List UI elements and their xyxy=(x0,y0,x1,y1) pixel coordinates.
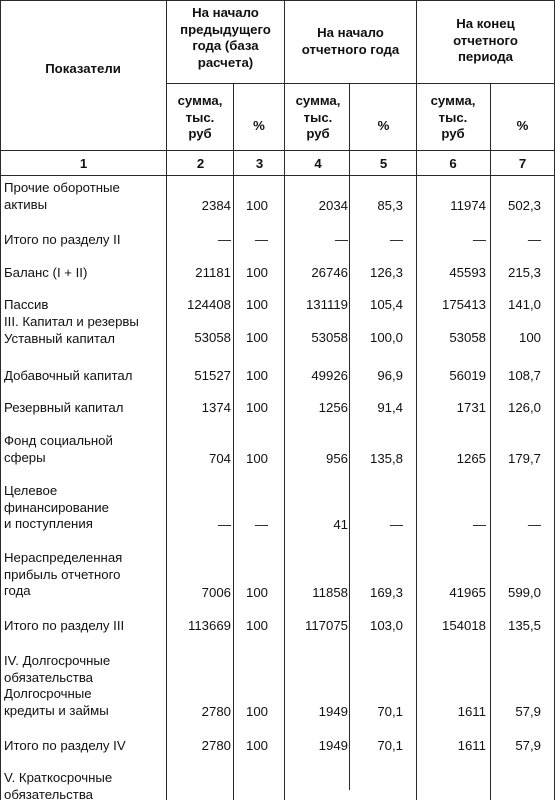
table-cell: — xyxy=(217,232,231,247)
table-cell: 26746 xyxy=(311,265,348,280)
table-cell: 169,3 xyxy=(369,585,403,600)
table-cell: 135,5 xyxy=(507,618,541,633)
row-label: Нераспределенная прибыль отчетного года xyxy=(4,550,123,599)
row-label: Фонд социальной сферы xyxy=(4,433,113,465)
column-number: 6 xyxy=(449,156,457,171)
table-cell: 11974 xyxy=(450,198,486,213)
sub-header-pct-prev: % xyxy=(253,118,265,133)
sub-header-sum-start: сумма, тыс. руб xyxy=(295,93,341,142)
table-cell: 100 xyxy=(245,738,268,753)
table-cell: 1611 xyxy=(457,738,486,753)
table-cell: 1949 xyxy=(318,704,348,719)
table-cell: — xyxy=(334,232,348,247)
table-cell: 2780 xyxy=(201,704,231,719)
table-cell: 100 xyxy=(245,585,268,600)
table-cell: 70,1 xyxy=(377,738,403,753)
grid-line-vertical xyxy=(233,83,234,800)
group-header-period-end: На конец отчетного периода xyxy=(453,16,518,65)
table-cell: 126,0 xyxy=(507,400,541,415)
sub-header-pct-start: % xyxy=(377,118,390,133)
grid-line-horizontal xyxy=(0,150,555,151)
sub-header-sum-end: сумма, тыс. руб xyxy=(430,93,476,142)
table-cell: 57,9 xyxy=(515,738,541,753)
table-cell: 956 xyxy=(325,451,348,466)
table-cell: 70,1 xyxy=(377,704,403,719)
table-cell: 100 xyxy=(245,400,268,415)
row-label: Целевое финансирование и поступления xyxy=(4,483,109,532)
table-cell: 85,3 xyxy=(377,198,403,213)
table-cell: 41965 xyxy=(449,585,486,600)
group-header-report-start: На начало отчетного года xyxy=(301,25,400,57)
table-cell: — xyxy=(254,517,268,532)
column-number: 5 xyxy=(379,156,388,171)
row-label: Итого по разделу IV xyxy=(4,738,126,753)
table-cell: — xyxy=(389,517,403,532)
table-cell: 100 xyxy=(245,198,268,213)
grid-line-horizontal xyxy=(0,0,555,1)
table-cell: 179,7 xyxy=(507,451,541,466)
table-cell: 56019 xyxy=(449,368,486,383)
sub-header-sum-prev: сумма, тыс. руб xyxy=(177,93,223,142)
table-cell: 126,3 xyxy=(369,265,403,280)
table-cell: — xyxy=(472,232,486,247)
table-cell: 57,9 xyxy=(515,704,541,719)
row-label: Прочие оборотные активы xyxy=(4,180,120,212)
table-cell: 100,0 xyxy=(369,330,403,345)
table-cell: — xyxy=(527,232,541,247)
table-cell: 100 xyxy=(245,451,268,466)
table-cell: 100 xyxy=(245,618,268,633)
table-cell: 2780 xyxy=(201,738,231,753)
row-label: V. Краткосрочные обязательства xyxy=(4,770,113,802)
table-cell: 100 xyxy=(245,265,268,280)
row-label: Добавочный капитал xyxy=(4,368,133,383)
table-cell: 21181 xyxy=(195,265,231,280)
table-cell: 96,9 xyxy=(377,368,403,383)
grid-line-vertical xyxy=(0,0,1,800)
table-cell: 131119 xyxy=(305,297,348,312)
table-cell: 117075 xyxy=(304,618,348,633)
table-cell: 599,0 xyxy=(507,585,541,600)
table-cell: 53058 xyxy=(311,330,348,345)
table-cell: 53058 xyxy=(449,330,486,345)
table-cell: 1611 xyxy=(457,704,486,719)
table-cell: — xyxy=(389,232,403,247)
table-cell: 154018 xyxy=(441,618,486,633)
indicator-header: Показатели xyxy=(45,61,121,76)
table-cell: — xyxy=(217,517,231,532)
table-cell: 100 xyxy=(245,704,268,719)
table-cell: 2034 xyxy=(318,198,348,213)
table-cell: 91,4 xyxy=(377,400,403,415)
table-cell: 7006 xyxy=(201,585,231,600)
table-cell: 49926 xyxy=(311,368,348,383)
table-cell: — xyxy=(527,517,541,532)
table-cell: 141,0 xyxy=(507,297,541,312)
table-cell: 53058 xyxy=(194,330,231,345)
column-number: 3 xyxy=(255,156,264,171)
row-label: Баланс (I + II) xyxy=(4,265,88,280)
table-cell: 113669 xyxy=(187,618,231,633)
row-label: IV. Долгосрочные обязательства Долгосрочные кредиты и займы xyxy=(4,653,111,718)
table-cell: 135,8 xyxy=(369,451,403,466)
table-cell: 2384 xyxy=(201,198,231,213)
table-cell: 215,3 xyxy=(507,265,541,280)
row-label: Резервный капитал xyxy=(4,400,124,415)
table-cell: 105,4 xyxy=(369,297,403,312)
grid-line-vertical xyxy=(349,83,350,790)
table-cell: 1265 xyxy=(456,451,486,466)
table-cell: 100 xyxy=(245,330,268,345)
table-cell: 100 xyxy=(245,297,268,312)
row-label: Пассив xyxy=(4,297,49,312)
table-cell: 100 xyxy=(245,368,268,383)
table-cell: 704 xyxy=(208,451,231,466)
table-cell: 502,3 xyxy=(507,198,541,213)
sub-header-pct-end: % xyxy=(516,118,529,133)
row-label: Итого по разделу II xyxy=(4,232,121,247)
table-cell: 124408 xyxy=(186,297,231,312)
table-cell: 108,7 xyxy=(507,368,541,383)
table-cell: 1731 xyxy=(456,400,486,415)
table-cell: 11858 xyxy=(312,585,348,600)
table-cell: 175413 xyxy=(441,297,486,312)
table-cell: 103,0 xyxy=(369,618,403,633)
table-cell: 1256 xyxy=(318,400,348,415)
group-header-prev-year: На начало предыдущего года (база расчета) xyxy=(180,5,271,70)
table-cell: 41 xyxy=(333,517,348,532)
grid-line-horizontal xyxy=(0,175,555,176)
table-cell: — xyxy=(254,232,268,247)
grid-line-vertical xyxy=(490,83,491,800)
column-number: 4 xyxy=(314,156,322,171)
grid-line-horizontal xyxy=(167,83,555,84)
row-label: III. Капитал и резервы Уставный капитал xyxy=(4,314,139,346)
column-number: 1 xyxy=(79,156,88,171)
table-cell: 1374 xyxy=(201,400,231,415)
table-cell: 45593 xyxy=(449,265,486,280)
table-cell: 100 xyxy=(518,330,541,345)
row-label: Итого по разделу III xyxy=(4,618,125,633)
column-number: 2 xyxy=(196,156,205,171)
table-cell: 51527 xyxy=(194,368,231,383)
table-cell: 1949 xyxy=(318,738,348,753)
table-cell: — xyxy=(472,517,486,532)
column-number: 7 xyxy=(518,156,527,171)
